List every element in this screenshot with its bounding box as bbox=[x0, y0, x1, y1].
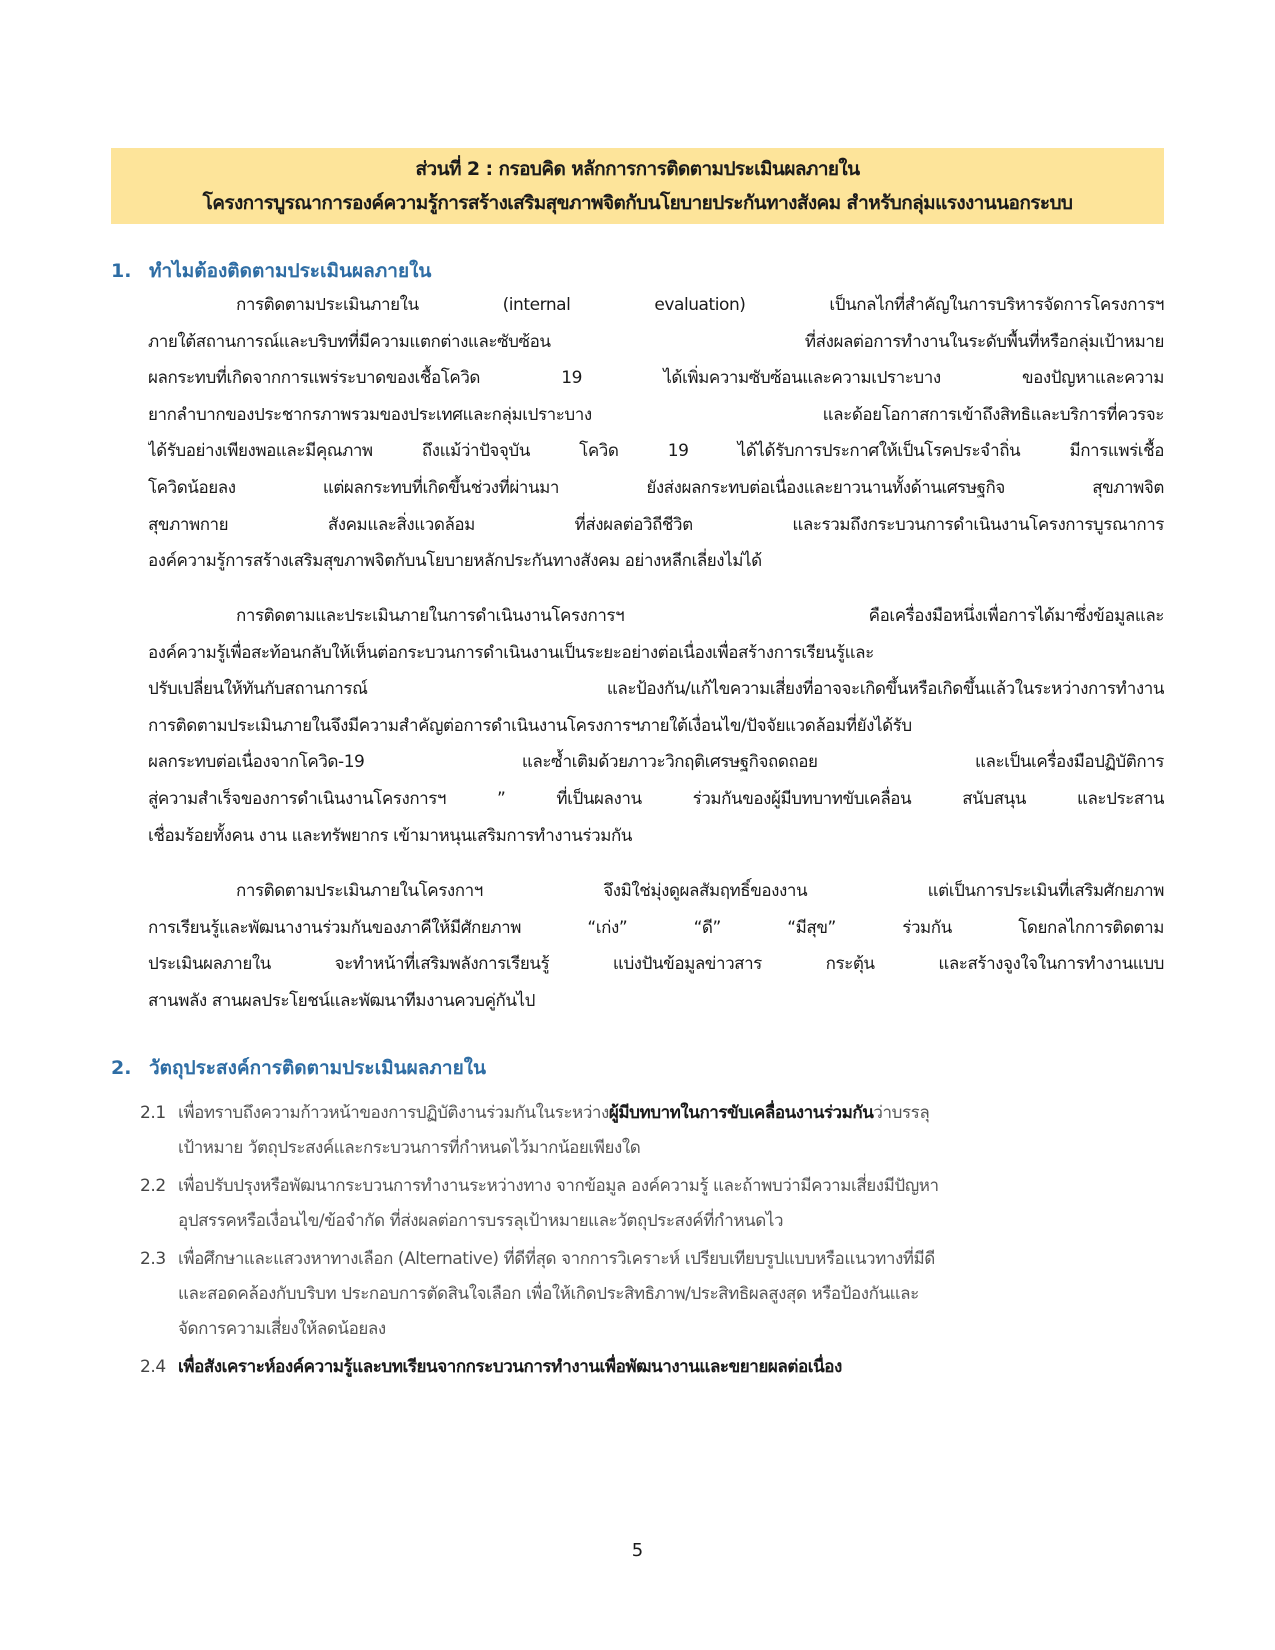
objective-continuation: อุปสรรคหรือเงื่อนไข/ข้อจำกัด ที่ส่งผลต่อการบรรลุเป้าหมายและวัตถุประสงค์ที่กำหนดไว bbox=[178, 1211, 784, 1231]
banner-title: ส่วนที่ 2 : กรอบคิด หลักการการติดตามประเมินผลภายใน bbox=[415, 158, 860, 180]
paragraph-line: โควิดน้อยลง แต่ผลกระทบที่เกิดขึ้นช่วงที่ผ่านมา ยังส่งผลกระทบต่อเนื่องและยาวนานทั้งด้านเศรษฐกิจ สุขภาพจิต bbox=[148, 477, 1164, 498]
section-1-heading bbox=[111, 256, 431, 286]
objective-item bbox=[140, 1169, 1164, 1239]
objective-number: 2.2 bbox=[140, 1176, 166, 1196]
paragraph-line: ภายใต้สถานการณ์และบริบทที่มีความแตกต่างและซับซ้อน ที่ส่งผลต่อการทำงานในระดับพื้นที่หรือกลุ่มเป้าหมาย bbox=[148, 331, 1164, 352]
paragraph-line: การติดตามประเมินภายใน (internal evaluation) เป็นกลไกที่สำคัญในการบริหารจัดการโครงการฯ bbox=[236, 295, 1164, 315]
paragraph-line: การติดตามและประเมินภายในการดำเนินงานโครงการฯ คือเครื่องมือหนึ่งเพื่อการได้มาซึ่งข้อมูลและ bbox=[236, 606, 1164, 626]
objective-number: 2.4 bbox=[140, 1357, 166, 1377]
section-2-title: วัตถุประสงค์การติดตามประเมินผลภายใน bbox=[149, 1057, 486, 1079]
objective-text-end: ว่าบรรลุ bbox=[873, 1103, 930, 1123]
banner-subtitle: โครงการบูรณาการองค์ความรู้การสร้างเสริมสุขภาพจิตกับนโยบายประกันทางสังคม สำหรับกลุ่มแรงงานนอกระบบ bbox=[202, 192, 1073, 214]
objective-item bbox=[140, 1096, 1164, 1166]
paragraph-line: ยากลำบากของประชากรภาพรวมของประเทศและกลุ่มเปราะบาง และด้อยโอกาสการเข้าถึงสิทธิและบริการที่ควรจะ bbox=[148, 404, 1164, 425]
objective-item bbox=[140, 1242, 1164, 1347]
section-1-paragraph-1 bbox=[148, 287, 1164, 580]
paragraph-line: เชื่อมร้อยทั้งคน งาน และทรัพยากร เข้ามาหนุนเสริมการทำงานร่วมกัน bbox=[148, 825, 632, 846]
objective-text: เพื่อปรับปรุงหรือพัฒนากระบวนการทำงานระหว่างทาง จากข้อมูล องค์ความรู้ และถ้าพบว่ามีความเสี่ยงมีปัญหา bbox=[178, 1176, 939, 1196]
paragraph-line: ประเมินผลภายใน จะทำหน้าที่เสริมพลังการเรียนรู้ แบ่งปันข้อมูลข่าวสาร กระตุ้น และสร้างจูงใจในการทำงานแบบ bbox=[148, 954, 1164, 975]
objective-number: 2.3 bbox=[140, 1249, 166, 1269]
paragraph-line: องค์ความรู้เพื่อสะท้อนกลับให้เห็นต่อกระบวนการดำเนินงานเป็นระยะอย่างต่อเนื่องเพื่อสร้างการเรียนรู้และ bbox=[148, 642, 874, 663]
paragraph-line: ผลกระทบที่เกิดจากการแพร่ระบาดของเชื้อโควิด 19 ได้เพิ่มความซับซ้อนและความเปราะบาง ของปัญหาและความ bbox=[148, 368, 1164, 389]
objectives-list bbox=[140, 1096, 1164, 1388]
objective-emphasis: ผู้มีบทบาทในการขับเคลื่อนงานร่วมกัน bbox=[608, 1103, 874, 1123]
objective-continuation: เป้าหมาย วัตถุประสงค์และกระบวนการที่กำหนดไว้มากน้อยเพียงใด bbox=[178, 1138, 641, 1158]
paragraph-line: ผลกระทบต่อเนื่องจากโควิด-19 และซ้ำเติมด้วยภาวะวิกฤติเศรษฐกิจถดถอย และเป็นเครื่องมือปฏิบัติการ bbox=[148, 752, 1164, 773]
section-1-paragraph-2 bbox=[148, 598, 1164, 854]
paragraph-line: สุขภาพกาย สังคมและสิ่งแวดล้อม ที่ส่งผลต่อวิถีชีวิต และรวมถึงกระบวนการดำเนินงานโครงการบูรณาการ bbox=[148, 514, 1164, 535]
objective-text: เพื่อทราบถึงความก้าวหน้าของการปฏิบัติงานร่วมกันในระหว่าง bbox=[178, 1103, 609, 1123]
objective-emphasis: เพื่อสังเคราะห์องค์ความรู้และบทเรียนจากกระบวนการทำงานเพื่อพัฒนางานและขยายผลต่อเนื่อง bbox=[178, 1357, 842, 1377]
section-banner bbox=[111, 148, 1164, 224]
section-2-number: 2. bbox=[111, 1057, 132, 1079]
paragraph-line: ได้รับอย่างเพียงพอและมีคุณภาพ ถึงแม้ว่าปัจจุบัน โควิด 19 ได้ได้รับการประกาศให้เป็นโรคประจำถิ่น มีการแพร่เชื้อ bbox=[148, 441, 1164, 462]
section-2-heading bbox=[111, 1053, 486, 1083]
paragraph-line: องค์ความรู้การสร้างเสริมสุขภาพจิตกับนโยบายหลักประกันทางสังคม อย่างหลีกเลี่ยงไม่ได้ bbox=[148, 551, 762, 572]
paragraph-line: สู่ความสำเร็จของการดำเนินงานโครงการฯ ” ที่เป็นผลงาน ร่วมกันของผู้มีบทบาทขับเคลื่อน สนับสนุน และประสาน bbox=[148, 788, 1164, 809]
paragraph-line: การติดตามประเมินภายในจึงมีความสำคัญต่อการดำเนินงานโครงการฯภายใต้เงื่อนไข/ปัจจัยแวดล้อมที่ยังได้รับ bbox=[148, 715, 912, 736]
section-1-title: ทำไมต้องติดตามประเมินผลภายใน bbox=[149, 260, 432, 282]
paragraph-line: ปรับเปลี่ยนให้ทันกับสถานการณ์ และป้องกัน/แก้ไขความเสี่ยงที่อาจจะเกิดขึ้นหรือเกิดขึ้นแล้วในระหว่างการทำงาน bbox=[148, 679, 1164, 700]
section-1-paragraph-3 bbox=[148, 873, 1164, 1019]
objective-continuation: และสอดคล้องกับบริบท ประกอบการตัดสินใจเลือก เพื่อให้เกิดประสิทธิภาพ/ประสิทธิผลสูงสุด หรือป้องกันและ bbox=[178, 1284, 919, 1304]
objective-text: เพื่อศึกษาและแสวงหาทางเลือก (Alternative) ที่ดีที่สุด จากการวิเคราะห์ เปรียบเทียบรูปแบบหรือแนวทางที่มีดี bbox=[178, 1249, 935, 1269]
objective-continuation: จัดการความเสี่ยงให้ลดน้อยลง bbox=[178, 1319, 386, 1339]
objective-item bbox=[140, 1350, 1164, 1385]
paragraph-line: การติดตามประเมินภายในโครงกาฯ จึงมิใช่มุ่งดูผลสัมฤทธิ์ของงาน แต่เป็นการประเมินที่เสริมศักยภาพ bbox=[236, 881, 1164, 901]
paragraph-line: สานพลัง สานผลประโยชน์และพัฒนาทีมงานควบคู่กันไป bbox=[148, 990, 535, 1011]
section-1-number: 1. bbox=[111, 260, 132, 282]
paragraph-line: การเรียนรู้และพัฒนางานร่วมกันของภาคีให้มีศักยภาพ “เก่ง” “ดี” “มีสุข” ร่วมกัน โดยกลไกการติดตาม bbox=[148, 917, 1164, 938]
page-number: 5 bbox=[631, 1540, 644, 1561]
objective-number: 2.1 bbox=[140, 1103, 166, 1123]
